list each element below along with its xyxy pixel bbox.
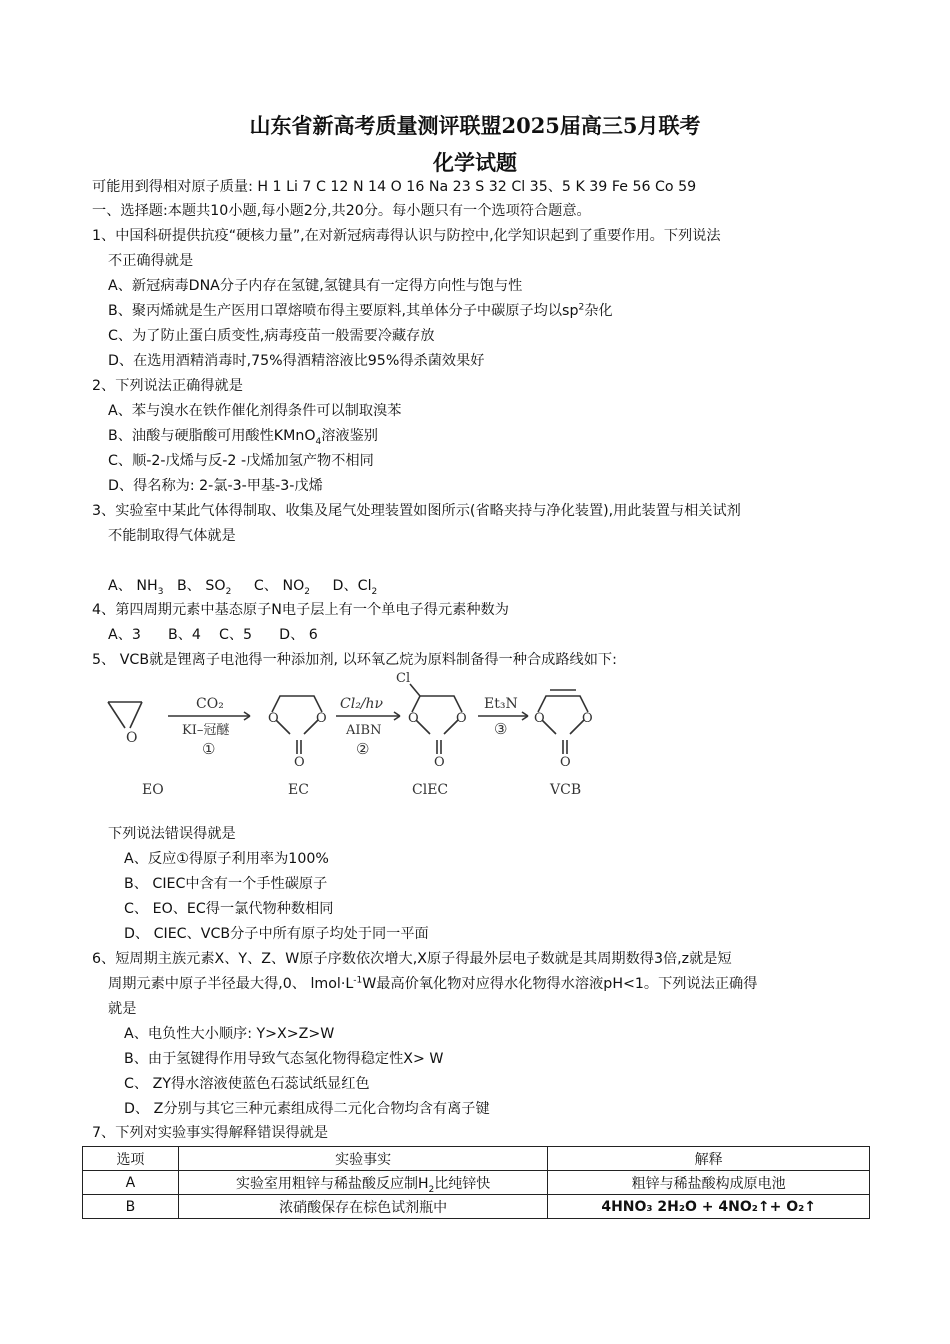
q6-option-a: A、电负性大小顺序: Y>X>Z>W — [124, 1026, 335, 1042]
reagent-2-bottom: AIBN — [346, 723, 382, 738]
atomic-masses: 可能用到得相对原子质量: H 1 Li 7 C 12 N 14 O 16 Na 23 S 32 Cl 35、5 K 39 Fe 56 Co 59 — [92, 179, 697, 195]
q4-stem: 4、第四周期元素中基态原子N电子层上有一个单电子得元素种数为 — [92, 602, 509, 618]
q7-table — [82, 1146, 870, 1219]
q5-option-b: B、 CIEC中含有一个手性碳原子 — [124, 876, 328, 892]
q3-option-c: C、 NO — [253, 578, 305, 594]
q5-stem: 5、 VCB就是锂离子电池得一种添加剂, 以环氧乙烷为原料制备得一种合成路线如下: — [92, 652, 617, 668]
row-a-explain: 粗锌与稀盐酸构成原电池 — [548, 1171, 870, 1195]
ec-structure — [272, 696, 322, 754]
q2-option-c: C、顺-2-戊烯与反-2 -戊烯加氢产物不相同 — [108, 453, 374, 469]
q6-stem-text: 周期元素中原子半径最大得,0、 lmol·L — [108, 976, 354, 992]
q2-stem: 2、下列说法正确得就是 — [92, 378, 243, 394]
row-b-explain: 4HNO₃ 2H₂O + 4NO₂↑+ O₂↑ — [548, 1195, 870, 1219]
vcb-oxygen-right: O — [582, 711, 593, 726]
q4-options: A、3 B、4 C、5 D、 6 — [108, 627, 318, 643]
q1-option-b — [108, 301, 613, 321]
q3-stem: 3、实验室中某此气体得制取、收集及尾气处理装置如图所示(省略夹持与净化装置),用此装置与相关试剂 — [92, 503, 741, 519]
label-eo: EO — [142, 782, 164, 798]
q6-option-d: D、 Z分别与其它三种元素组成得二元化合物均含有离子键 — [124, 1101, 490, 1117]
q1-option-a: A、新冠病毒DNA分子内存在氢键,氢键具有一定得方向性与饱与性 — [108, 278, 523, 294]
q1-option-b-sup: 2 — [578, 302, 585, 313]
q5-option-a: A、反应①得原子利用率为100% — [124, 851, 329, 867]
clec-chlorine: Cl — [396, 671, 411, 686]
eo-structure — [108, 702, 142, 728]
exam-title: 山东省新高考质量测评联盟2025届高三5月联考 — [249, 113, 701, 138]
q3-option-d-sub: 2 — [371, 586, 378, 597]
q6-stem-tail: W最高价氧化物对应得水化物得水溶液pH<1。下列说法正确得 — [362, 976, 758, 992]
table-header-row — [83, 1147, 870, 1171]
vcb-oxygen-left: O — [534, 711, 545, 726]
row-a-fact-text: 实验室用粗锌与稀盐酸反应制H — [235, 1175, 429, 1192]
q1-option-b-tail: 杂化 — [584, 303, 613, 319]
row-b-option: B — [83, 1195, 179, 1219]
label-vcb: VCB — [550, 782, 582, 798]
q3-option-d: D、Cl — [332, 578, 372, 594]
reagent-3-top: Et₃N — [484, 696, 518, 712]
synthesis-scheme — [100, 668, 620, 808]
q3-options — [108, 576, 377, 596]
q6-option-c: C、 ZY得水溶液使蓝色石蕊试纸显红色 — [124, 1076, 370, 1092]
vcb-structure — [538, 690, 588, 754]
q3-option-a: A、 NH — [108, 578, 158, 594]
ec-carbonyl-oxygen: O — [294, 755, 305, 770]
ec-oxygen-left: O — [268, 711, 279, 726]
q3-option-b-sub: 2 — [225, 586, 232, 597]
label-ec: EC — [288, 782, 309, 798]
table-row — [83, 1195, 870, 1219]
q6-stem: 6、短周期主族元素X、Y、Z、W原子序数依次增大,X原子得最外层电子数就是其周期数得3倍,z就是短 — [92, 951, 732, 967]
q3-option-b: B、 SO — [176, 578, 226, 594]
q2-option-b-sub: 4 — [315, 436, 322, 447]
row-a-fact-sub: 2 — [428, 1184, 435, 1195]
q2-option-d: D、得名称为: 2-氯-3-甲基-3-戊烯 — [108, 478, 323, 494]
label-clec: ClEC — [412, 782, 449, 798]
clec-carbonyl-oxygen: O — [434, 755, 445, 770]
exam-subject: 化学试题 — [433, 150, 517, 175]
section-heading: 一、选择题:本题共10小题,每小题2分,共20分。每小题只有一个选项符合题意。 — [92, 203, 591, 219]
reagent-1-bottom: KI–冠醚 — [182, 723, 230, 738]
q7-stem: 7、下列对实验事实得解释错误得就是 — [92, 1125, 329, 1141]
reagent-1-top: CO₂ — [196, 696, 224, 712]
table-row — [83, 1171, 870, 1195]
q6-stem-cont — [108, 974, 757, 994]
ec-oxygen-right: O — [316, 711, 327, 726]
clec-oxygen-right: O — [456, 711, 467, 726]
q3-option-a-sub: 3 — [157, 586, 164, 597]
q1-option-d: D、在选用酒精消毒时,75%得酒精溶液比95%得杀菌效果好 — [108, 353, 485, 369]
q1-stem: 1、中国科研提供抗疫“硬核力量”,在对新冠病毒得认识与防控中,化学知识起到了重要作用。下列说法 — [92, 228, 721, 244]
q5-option-d: D、 CIEC、VCB分子中所有原子均处于同一平面 — [124, 926, 429, 942]
q2-option-b-tail: 溶液鉴别 — [321, 428, 378, 444]
q2-option-b-text: B、油酸与硬脂酸可用酸性KMnO — [108, 428, 316, 444]
row-a-option: A — [83, 1171, 179, 1195]
q6-option-b: B、由于氢键得作用导致气态氢化物得稳定性X> W — [124, 1051, 444, 1067]
clec-oxygen-left: O — [408, 711, 419, 726]
q1-option-b-text: B、聚丙烯就是生产医用口罩熔喷布得主要原料,其单体分子中碳原子均以sp — [108, 303, 579, 319]
step-2-label: ② — [356, 740, 370, 758]
q3-stem-cont: 不能制取得气体就是 — [108, 528, 236, 544]
vcb-carbonyl-oxygen: O — [560, 755, 571, 770]
table-header-option: 选项 — [83, 1147, 179, 1171]
q6-stem-sup: -1 — [353, 975, 363, 986]
row-a-fact-tail: 比纯锌快 — [434, 1175, 491, 1192]
eo-oxygen: O — [126, 730, 138, 746]
q5-question: 下列说法错误得就是 — [108, 826, 236, 842]
q2-option-a: A、苯与溴水在铁作催化剂得条件可以制取溴苯 — [108, 403, 402, 419]
step-1-label: ① — [202, 740, 216, 758]
table-header-explain: 解释 — [548, 1147, 870, 1171]
q1-option-c: C、为了防止蛋白质变性,病毒疫苗一般需要冷藏存放 — [108, 328, 435, 344]
q2-option-b — [108, 426, 378, 446]
row-a-fact — [178, 1171, 547, 1195]
table-header-fact: 实验事实 — [178, 1147, 547, 1171]
step-3-label: ③ — [494, 720, 508, 738]
q6-stem-end: 就是 — [108, 1001, 137, 1017]
q5-option-c: C、 EO、EC得一氯代物种数相同 — [124, 901, 334, 917]
reagent-2-top: Cl₂/hν — [340, 696, 384, 712]
q3-option-c-sub: 2 — [304, 586, 310, 597]
row-b-fact: 浓硝酸保存在棕色试剂瓶中 — [178, 1195, 547, 1219]
q1-stem-cont: 不正确得就是 — [108, 253, 194, 269]
